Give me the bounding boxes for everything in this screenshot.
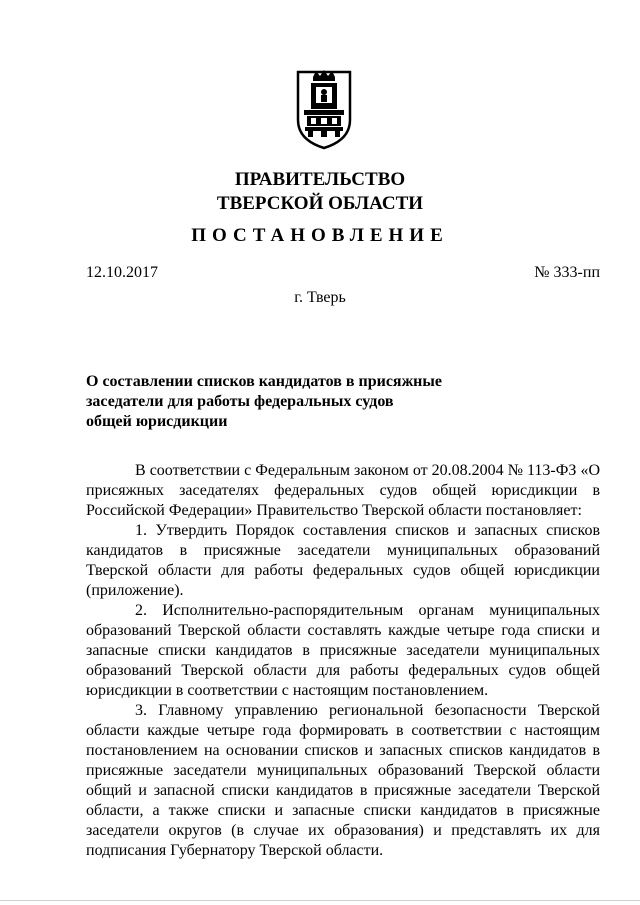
page-edge-divider (0, 900, 640, 901)
government-title-line2: ТВЕРСКОЙ ОБЛАСТИ (216, 193, 424, 214)
document-date: 12.10.2017 (86, 264, 158, 281)
body-paragraph: В соответствии с Федеральным законом от 20.08.2004 № 113-ФЗ «О присяжных заседателях федеральных судов общей юрисдикции в Российской Федерации» Правительство Тверской области постановляет: (86, 462, 600, 519)
body-paragraph: 3. Главному управлению региональной безопасности Тверской области каждые четыре года формировать в соответствии с настоящим постановлением на основании списков и запасных списков кандидатов в присяжные заседатели муниципальных образований Тверской области общий и запасной списки кандидатов в присяжные заседатели Тверской области, а также списки и запасные списки кандидатов в присяжные заседатели округов (в случае их образования) и представлять их для подписания Губернатору Тверской области. (86, 702, 600, 859)
subject-line: заседатели для работы федеральных судов (86, 393, 394, 410)
document-subject (86, 372, 446, 432)
tver-coat-of-arms-icon (295, 68, 353, 150)
subject-line: О составлении списков кандидатов в присяжные (86, 373, 442, 390)
document-type: ПОСТАНОВЛЕНИЕ (191, 225, 449, 246)
body-paragraph: 1. Утвердить Порядок составления списков и запасных списков кандидатов в присяжные заседатели муниципальных образований Тверской области для работы федеральных судов общей юрисдикции (приложение). (86, 522, 600, 599)
document-number: № 333-пп (534, 264, 600, 281)
subject-line: общей юрисдикции (86, 413, 228, 430)
government-title-line1: ПРАВИТЕЛЬСТВО (234, 169, 406, 190)
body-paragraph: 2. Исполнительно-распорядительным органам муниципальных образований Тверской области составлять каждые четыре года списки и запасные списки кандидатов в присяжные заседатели муниципальных образований Тверской области для работы федеральных судов общей юрисдикции в соответствии с настоящим постановлением. (86, 602, 600, 699)
document-body (86, 461, 600, 861)
document-city: г. Тверь (294, 289, 346, 306)
